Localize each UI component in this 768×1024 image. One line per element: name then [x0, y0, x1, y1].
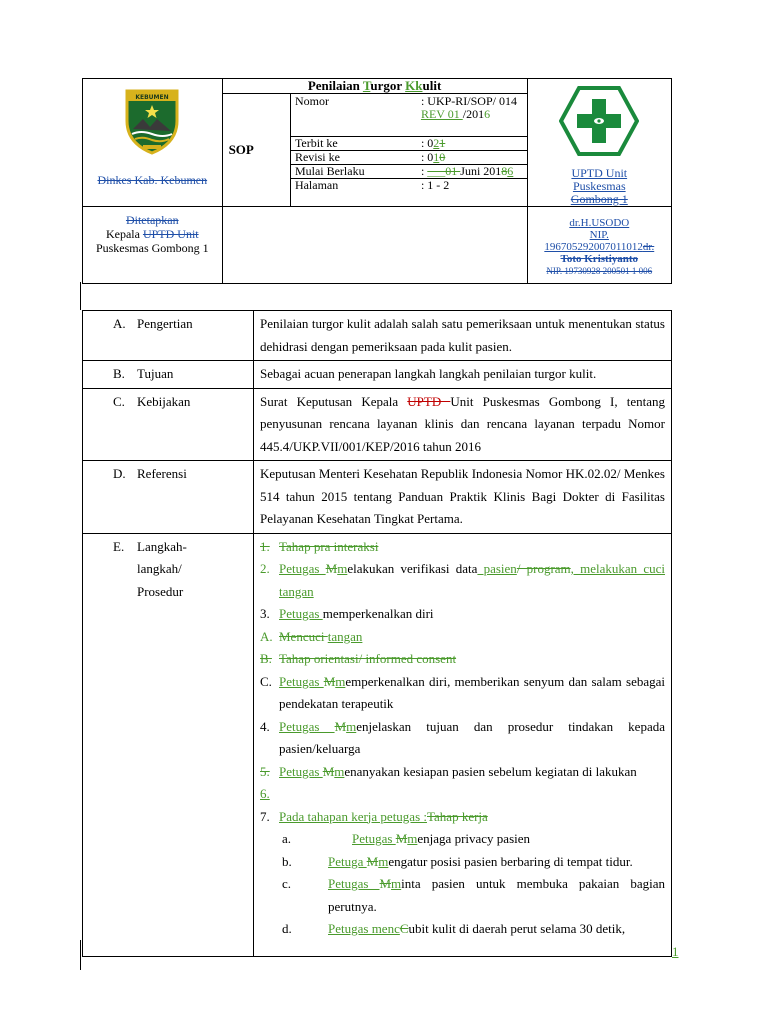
right-org-name: UPTD Unit Puskesmas Gombong 1: [570, 166, 628, 206]
approval-cell: [83, 207, 223, 284]
section-label: E. Langkah- langkah/ Prosedur: [83, 533, 254, 956]
list-item: 7. Pada tahapan kerja petugas :Tahap kerja: [260, 808, 488, 824]
info-label-revisi: Revisi ke: [291, 151, 417, 165]
info-value-terbit: : 021: [417, 137, 527, 151]
document-title: Penilaian Turgor Kkulit: [222, 79, 527, 94]
info-label-halaman: Halaman: [294, 178, 339, 192]
signature-blank-cell: [222, 207, 527, 284]
list-item: C. Petugas Mmemperkenalkan diri, memberikan senyum dan salam sebagai pendekatan terapeutik: [260, 673, 665, 711]
info-value-nomor: : UKP-RI/SOP/ 014 REV 01 /2016: [417, 94, 527, 137]
revision-bar: [80, 282, 81, 310]
logo-banner-text: KEBUMEN: [135, 94, 169, 101]
old-signer-nip: NIP. 19730928 200501 1 006: [546, 266, 653, 276]
sop-label: SOP: [222, 94, 290, 207]
info-value-berlaku: : ___01 Juni 20186: [417, 165, 527, 179]
info-value-revisi: : 010: [417, 151, 527, 165]
info-value-halaman: : 1 - 2: [420, 178, 450, 192]
section-row: [83, 461, 672, 534]
section-text: Surat Keputusan Kepala UPTD Unit Puskesmas Gombong I, tentang penyusunan rencana layanan klinis dan rencana layanan terpadu Nomor 445.4/UKP.VII/001/KEP/2016 tahun 2016: [254, 388, 672, 461]
document-info-cell: [290, 94, 527, 207]
sop-header-table: [82, 78, 672, 284]
section-label: A. Pengertian: [83, 311, 254, 361]
list-item: a. Petugas Mmenjaga privacy pasien: [282, 831, 531, 846]
procedure-steps: [254, 533, 672, 956]
signer-cell: [527, 207, 671, 284]
revision-bar: [80, 940, 81, 970]
list-item: 1. Tahap pra interaksi: [260, 538, 379, 554]
section-row: [83, 388, 672, 461]
info-label-terbit: Terbit ke: [291, 137, 417, 151]
left-org-name: Dinkes Kab. Kebumen: [97, 173, 208, 187]
list-item: B. Tahap orientasi/ informed consent: [260, 651, 457, 666]
list-item: 5. Petugas Mmenanyakan kesiapan pasien sebelum kegiatan di lakukan: [260, 763, 637, 779]
ditetapkan-label: Ditetapkan: [125, 213, 179, 227]
header-logo-cell: [83, 79, 223, 207]
section-text: Keputusan Menteri Kesehatan Republik Indonesia Nomor HK.02.02/ Menkes 514 tahun 2015 tentang Panduan Praktik Klinis Bagi Dokter di Fasilitas Pelayanan Kesehatan Tingkat Pertama.: [254, 461, 672, 534]
list-item: b. Petuga Mmengatur posisi pasien berbaring di tempat tidur.: [282, 853, 633, 869]
section-text: Penilaian turgor kulit adalah salah satu pemeriksaan untuk menentukan status dehidrasi dengan pemeriksaan pada kulit pasien.: [254, 311, 672, 361]
signer-name: dr.H.USODO: [569, 217, 630, 229]
page-number: 1: [672, 944, 679, 959]
section-row: [83, 533, 672, 956]
section-label: C. Kebijakan: [83, 388, 254, 461]
list-item: 3. Petugas memperkenalkan diri: [260, 606, 434, 621]
list-item: 6.: [260, 786, 270, 801]
section-label: D. Referensi: [83, 461, 254, 534]
list-item: c. Petugas Mminta pasien untuk membuka pakaian bagian perutnya.: [282, 876, 665, 914]
info-label-nomor: Nomor: [291, 94, 417, 137]
signer-nip: 196705292007011012dr.: [544, 241, 655, 253]
signer-nip-label: NIP.: [589, 229, 609, 241]
section-row: [83, 361, 672, 389]
section-row: [83, 311, 672, 361]
puskesmas-name: Puskesmas Gombong 1: [95, 241, 209, 255]
kebumen-coat-of-arms-icon: [123, 85, 181, 155]
section-text: Sebagai acuan penerapan langkah langkah penilaian turgor kulit.: [254, 361, 672, 389]
kepala-label: Kepala UPTD Unit: [105, 227, 199, 241]
info-label-berlaku: Mulai Berlaku: [291, 165, 417, 179]
sop-content-table: [82, 310, 672, 957]
puskesmas-logo-icon: [559, 85, 639, 157]
document-info-table: [291, 94, 527, 192]
list-item: 2. Petugas Mmelakukan verifikasi data pasien/ program, melakukan cuci tangan: [260, 561, 666, 599]
list-item: A. Mencuci tangan: [260, 628, 363, 644]
section-label: B. Tujuan: [83, 361, 254, 389]
list-item: 4. Petugas Mmenjelaskan tujuan dan prosedur tindakan kepada pasien/keluarga: [260, 718, 665, 756]
list-item: d. Petugas mencCubit kulit di daerah perut selama 30 detik,: [282, 921, 626, 936]
old-signer-name: Toto Kristiyanto: [560, 253, 639, 265]
header-puskesmas-cell: [527, 79, 671, 207]
